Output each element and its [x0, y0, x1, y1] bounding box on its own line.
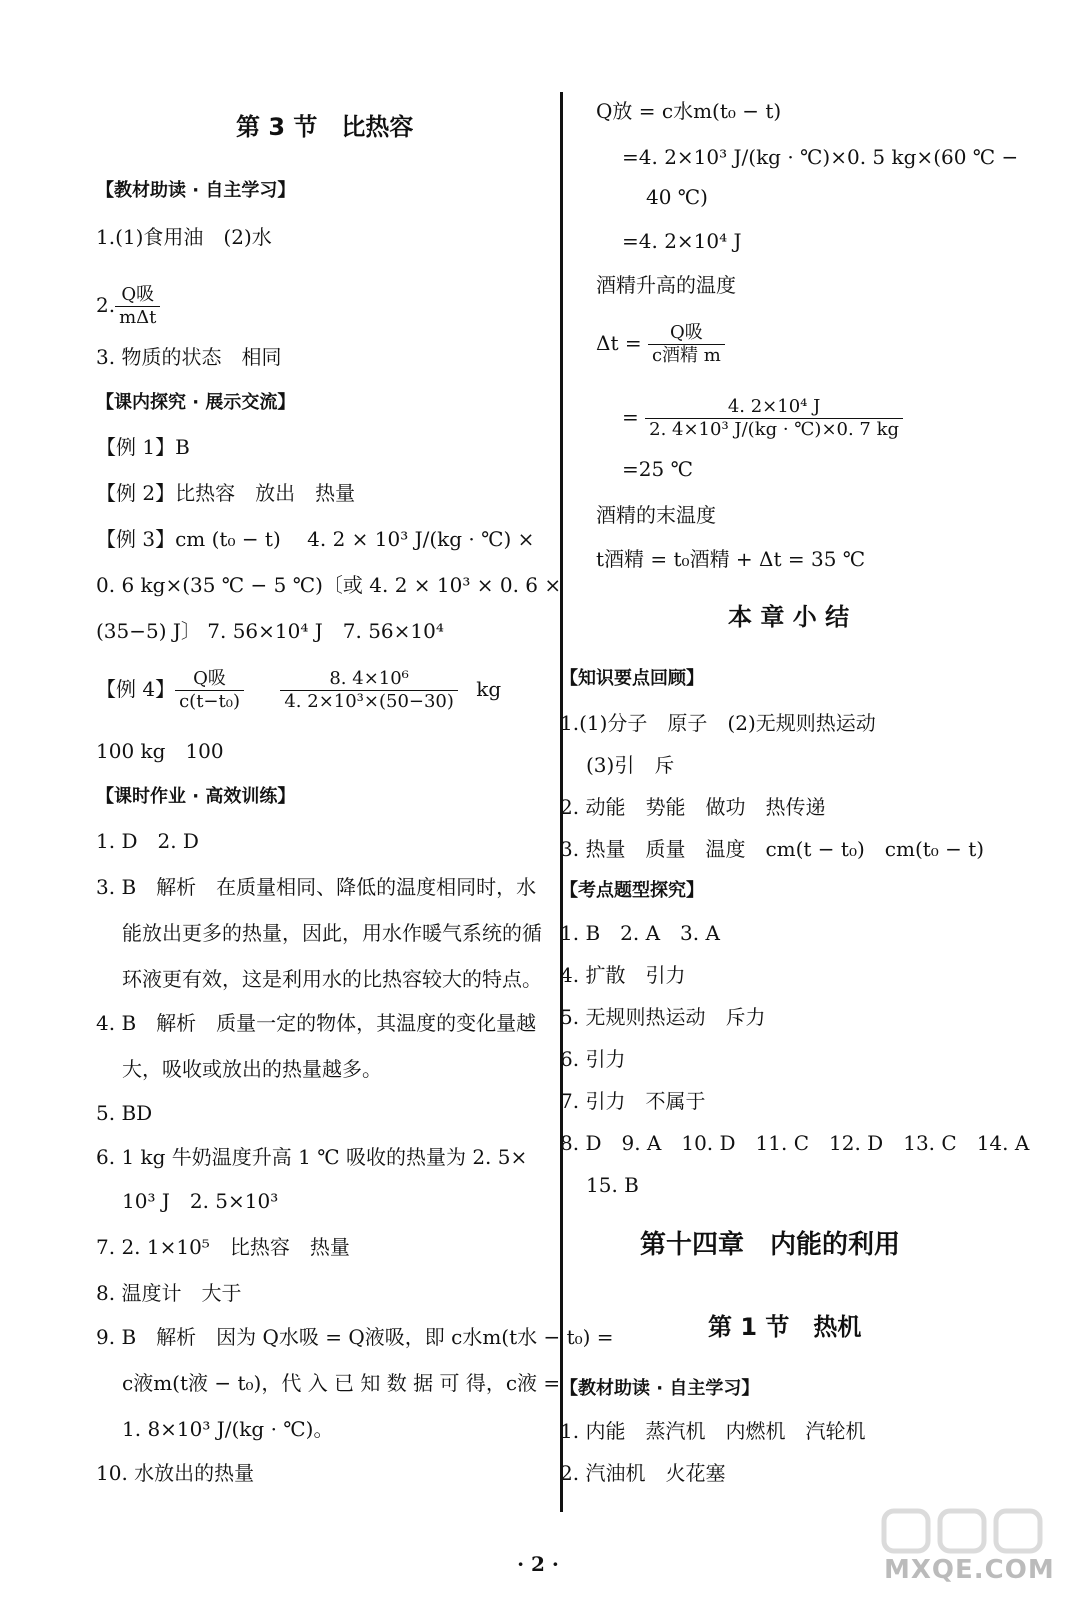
example-3-line-1: 【例 3】cm (t₀ − t) 4. 2 × 10³ J/(kg · ℃) ×: [96, 527, 535, 551]
calc-line-10: t酒精 = t₀酒精 + Δt = 35 ℃: [596, 547, 866, 571]
knowledge-3: 3. 热量 质量 温度 cm(t − t₀) cm(t₀ − t): [560, 837, 985, 861]
homework-9-line-1: 9. B 解析 因为 Q水吸 = Q液吸，即 c水m(t水 − t₀) =: [96, 1325, 614, 1349]
section-title: 第 3 节 比热容: [236, 113, 414, 141]
homework-10: 10. 水放出的热量: [96, 1461, 255, 1485]
homework-6-line-2: 10³ J 2. 5×10³: [122, 1189, 279, 1213]
calc-line-4: =4. 2×10⁴ J: [622, 229, 742, 253]
homework-1: 1. D 2. D: [96, 829, 199, 853]
example-3-line-3: (35−5) J〕 7. 56×10⁴ J 7. 56×10⁴: [96, 619, 444, 643]
homework-9-line-3: 1. 8×10³ J/(kg · ℃)。: [122, 1417, 334, 1441]
knowledge-2: 2. 动能 势能 做功 热传递: [560, 795, 826, 819]
homework-3-line-3: 环液更有效，这是利用水的比热容较大的特点。: [122, 967, 542, 991]
knowledge-1-line-1: 1.(1)分子 原子 (2)无规则热运动: [560, 711, 876, 735]
exam-6: 6. 引力: [560, 1047, 626, 1071]
formula-fraction: $\frac{\text{4. 2×10⁴ J}}{\text{2. 4×10³ J/(kg · ℃)×0. 7 kg}}$: [645, 396, 903, 441]
exam-4: 4. 扩散 引力: [560, 963, 686, 987]
example-2: 【例 2】比热容 放出 热量: [96, 481, 356, 505]
calc-line-8: =25 ℃: [622, 457, 693, 481]
homework-6-line-1: 6. 1 kg 牛奶温度升高 1 ℃ 吸收的热量为 2. 5×: [96, 1145, 528, 1169]
calc-line-3: 40 ℃): [646, 185, 708, 209]
heading-read: 【教材助读 · 自主学习】: [96, 180, 296, 201]
example-4-line-2: 100 kg 100: [96, 739, 224, 763]
calc-line-2: =4. 2×10³ J/(kg · ℃)×0. 5 kg×(60 ℃ −: [622, 145, 1019, 169]
exam-8-line-1: 8. D 9. A 10. D 11. C 12. D 13. C 14. A: [560, 1131, 1030, 1155]
homework-5: 5. BD: [96, 1101, 153, 1125]
page-number: · 2 ·: [517, 1552, 559, 1576]
heading-homework: 【课时作业 · 高效训练】: [96, 786, 296, 807]
section-title-2: 第 1 节 热机: [708, 1313, 862, 1341]
calc-line-7: = $\frac{\text{4. 2×10⁴ J}}{\text{2. 4×10³ J/(kg · ℃)×0. 7 kg}}$: [622, 396, 903, 441]
exam-1: 1. B 2. A 3. A: [560, 921, 720, 945]
calc-line-1: Q放 = c水m(t₀ − t): [596, 99, 782, 123]
homework-4-line-2: 大，吸收或放出的热量越多。: [122, 1057, 382, 1081]
summary-title: 本 章 小 结: [728, 603, 850, 631]
answer-3: 3. 物质的状态 相同: [96, 345, 282, 369]
chapter-title: 第十四章 内能的利用: [640, 1230, 901, 1260]
exam-8-line-2: 15. B: [586, 1173, 639, 1197]
formula-fraction: $\frac{\text{Q吸}}{\text{mΔt}}$: [115, 284, 160, 329]
final-2: 2. 汽油机 火花塞: [560, 1461, 726, 1485]
heading-knowledge: 【知识要点回顾】: [560, 668, 704, 689]
heading-read-2: 【教材助读 · 自主学习】: [560, 1378, 760, 1399]
heading-exam: 【考点题型探究】: [560, 880, 704, 901]
answer-2: 2. $\frac{\text{Q吸}}{\text{mΔt}}$: [96, 284, 160, 329]
formula-fraction: $\frac{\text{8. 4×10⁶}}{\text{4. 2×10³×(50−30)}}$: [280, 668, 458, 713]
answer-1: 1.(1)食用油 (2)水: [96, 225, 272, 249]
formula-fraction: $\frac{\text{Q吸}}{\text{c(t−t₀)}}$: [175, 668, 244, 713]
exam-5: 5. 无规则热运动 斥力: [560, 1005, 766, 1029]
final-1: 1. 内能 蒸汽机 内燃机 汽轮机: [560, 1419, 866, 1443]
calc-line-5: 酒精升高的温度: [596, 273, 736, 297]
calc-line-9: 酒精的末温度: [596, 503, 716, 527]
watermark-text: MXQE.COM: [884, 1555, 1055, 1585]
homework-9-line-2: c液m(t液 − t₀)，代 入 已 知 数 据 可 得，c液 =: [122, 1371, 561, 1395]
calc-line-6: Δt = $\frac{\text{Q吸}}{\text{c酒精 m}}$: [596, 322, 725, 367]
heading-explore: 【课内探究 · 展示交流】: [96, 392, 296, 413]
example-1: 【例 1】B: [96, 435, 190, 459]
example-3-line-2: 0. 6 kg×(35 ℃ − 5 ℃)〔或 4. 2 × 10³ × 0. 6 ×: [96, 573, 562, 597]
homework-3-line-2: 能放出更多的热量，因此，用水作暖气系统的循: [122, 921, 542, 945]
example-4: 【例 4】 $\frac{\text{Q吸}}{\text{c(t−t₀)}}$ $\frac{\text{8. 4×10⁶}}{\text{4. 2×10³×(50−30)}}$ kg: [96, 668, 502, 712]
formula-fraction: $\frac{\text{Q吸}}{\text{c酒精 m}}$: [648, 322, 725, 367]
homework-3-line-1: 3. B 解析 在质量相同、降低的温度相同时，水: [96, 875, 537, 899]
homework-7: 7. 2. 1×10⁵ 比热容 热量: [96, 1235, 350, 1259]
exam-7: 7. 引力 不属于: [560, 1089, 706, 1113]
homework-4-line-1: 4. B 解析 质量一定的物体，其温度的变化量越: [96, 1011, 537, 1035]
knowledge-1-line-2: (3)引 斥: [586, 753, 675, 777]
homework-8: 8. 温度计 大于: [96, 1281, 242, 1305]
